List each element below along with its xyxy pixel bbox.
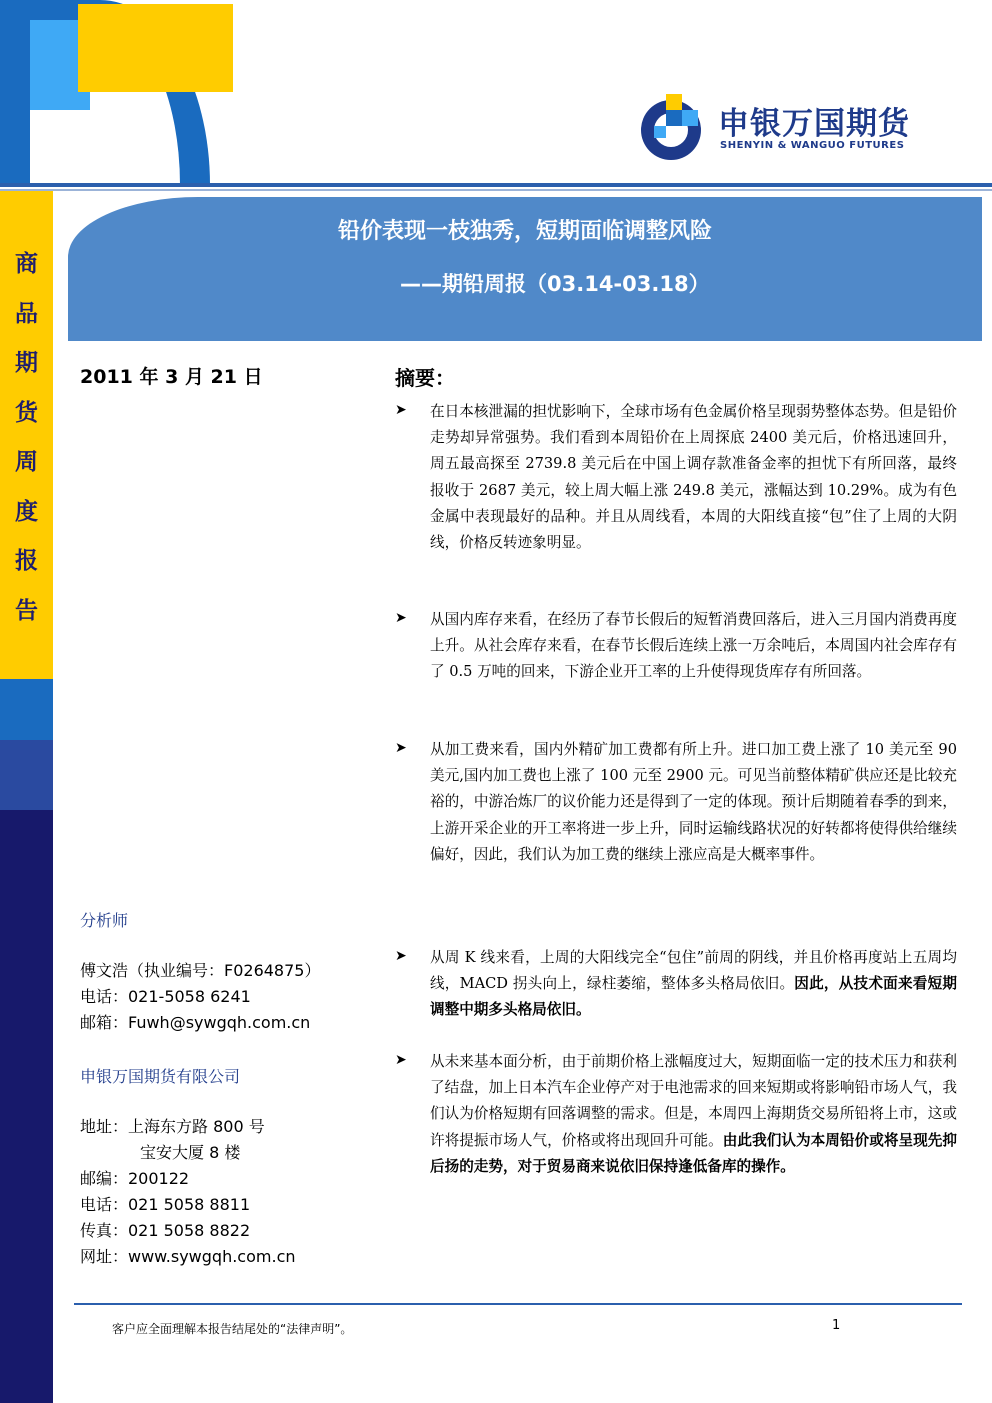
abstract-bullet	[395, 1049, 957, 1180]
sidebar-mid-band	[0, 740, 53, 810]
sidebar-char: 品	[15, 300, 38, 327]
report-subtitle: ——期铅周报（03.14-03.18）	[400, 272, 710, 296]
footer-disclaimer: 客户应全面理解本报告结尾处的“法律声明”。	[112, 1322, 353, 1336]
report-title: 铅价表现一枝独秀，短期面临调整风险	[337, 219, 712, 244]
sidebar-char: 周	[15, 449, 38, 475]
company-address: 地址：上海东方路 800 号	[80, 1117, 265, 1136]
analyst-phone: 电话：021-5058 6241	[80, 987, 251, 1006]
header-divider-thin	[0, 189, 992, 191]
bullet-text: 从加工费来看，国内外精矿加工费都有所上升。进口加工费上涨了 10 美元至 90 美元,国内加工费也上涨了 100 元至 2900 元。可见当前整体精矿供应还是比较充裕的，中游冶炼厂的议价能力还是得到了一定的体现。预计后期随着春季的到来，上游开采企业的开工率将进一步上升，同时运输线路状况的好转都将使得供给继续偏好，因此，我们认为加工费的继续上涨应高是大概率事件。	[430, 741, 957, 863]
page-number: 1	[832, 1318, 841, 1333]
sidebar-char: 货	[15, 399, 38, 426]
bullet-text: 从未来基本面分析，由于前期价格上涨幅度过大，短期面临一定的技术压力和获利了结盘，加上日本汽车企业停产对于电池需求的回来短期或将影响铅市场人气，我们认为价格短期有回落调整的需求。但是，本周四上海期货交易所铅将上市，这或许将提振市场人气，价格或将出现回升可能。由此我们认为本周铅价或将呈现先抑后扬的走势，对于贸易商来说依旧保持逢低备库的操作。	[430, 1053, 957, 1175]
arrow-bullet-icon: ➤	[395, 610, 407, 626]
abstract-bullet	[395, 607, 957, 686]
abstract-bullet	[395, 399, 957, 556]
header-divider	[0, 183, 992, 187]
bullet-text: 在日本核泄漏的担忧影响下，全球市场有色金属价格呈现弱势整体态势。但是铅价走势却异常强势。我们看到本周铅价在上周探底 2400 美元后，价格迅速回升，周五最高探至 2739.8 美元后在中国上调存款准备金率的担忧下有所回落，最终报收于 2687 美元，较上周大幅上涨 249.8 美元，涨幅达到 10.29%。成为有色金属中表现最好的品种。并且从周线看，本周的大阳线直接“包”住了上周的大阴线，价格反转迹象明显。	[430, 403, 957, 552]
company-name: 申银万国期货有限公司	[80, 1067, 241, 1086]
sidebar-char: 期	[15, 350, 38, 376]
company-address-line2: 宝安大厦 8 楼	[140, 1143, 241, 1162]
arrow-bullet-icon: ➤	[395, 740, 407, 756]
sidebar-char: 报	[15, 548, 38, 574]
arrow-bullet-icon: ➤	[395, 1052, 407, 1068]
sidebar-char: 告	[15, 597, 38, 624]
footer-divider	[74, 1303, 962, 1305]
arrow-bullet-icon: ➤	[395, 402, 407, 418]
analyst-email: 邮箱：Fuwh@sywgqh.com.cn	[80, 1013, 311, 1032]
logo-name-cn: 申银万国期货	[718, 106, 910, 142]
header-yellow-block	[78, 4, 233, 92]
bullet-text: 从周 K 线来看，上周的大阳线完全“包住”前周的阴线，并且价格再度站上五周均线，MACD 拐头向上，绿柱萎缩，整体多头格局依旧。因此，从技术面来看短期调整中期多头格局依旧。	[430, 949, 957, 1019]
logo-name-en: SHENYIN & WANGUO FUTURES	[720, 140, 905, 151]
analyst-name: 傅文浩（执业编号：F0264875）	[80, 961, 321, 980]
logo-mark-icon	[638, 92, 708, 162]
abstract-heading: 摘要：	[395, 366, 455, 390]
company-postcode: 邮编：200122	[80, 1169, 190, 1188]
bullet-text: 从国内库存来看，在经历了春节长假后的短暂消费回落后，进入三月国内消费再度上升。从社会库存来看，在春节长假后连续上涨一万余吨后，本周国内社会库存有了 0.5 万吨的回来，下游企业开工率的上升使得现货库存有所回落。	[430, 611, 957, 681]
sidebar-char: 商	[15, 251, 38, 277]
abstract-bullet	[395, 737, 957, 868]
header-blue-bar	[0, 0, 30, 185]
company-phone: 电话：021 5058 8811	[80, 1195, 251, 1214]
sidebar-title	[0, 240, 53, 636]
sidebar-char: 度	[15, 498, 38, 525]
company-logo	[638, 88, 938, 168]
analyst-heading: 分析师	[80, 911, 129, 930]
company-fax: 传真：021 5058 8822	[80, 1221, 251, 1240]
company-website: 网址：www.sywgqh.com.cn	[80, 1247, 296, 1266]
abstract-bullet	[395, 945, 957, 1024]
arrow-bullet-icon: ➤	[395, 948, 407, 964]
report-date: 2011 年 3 月 21 日	[80, 366, 263, 388]
